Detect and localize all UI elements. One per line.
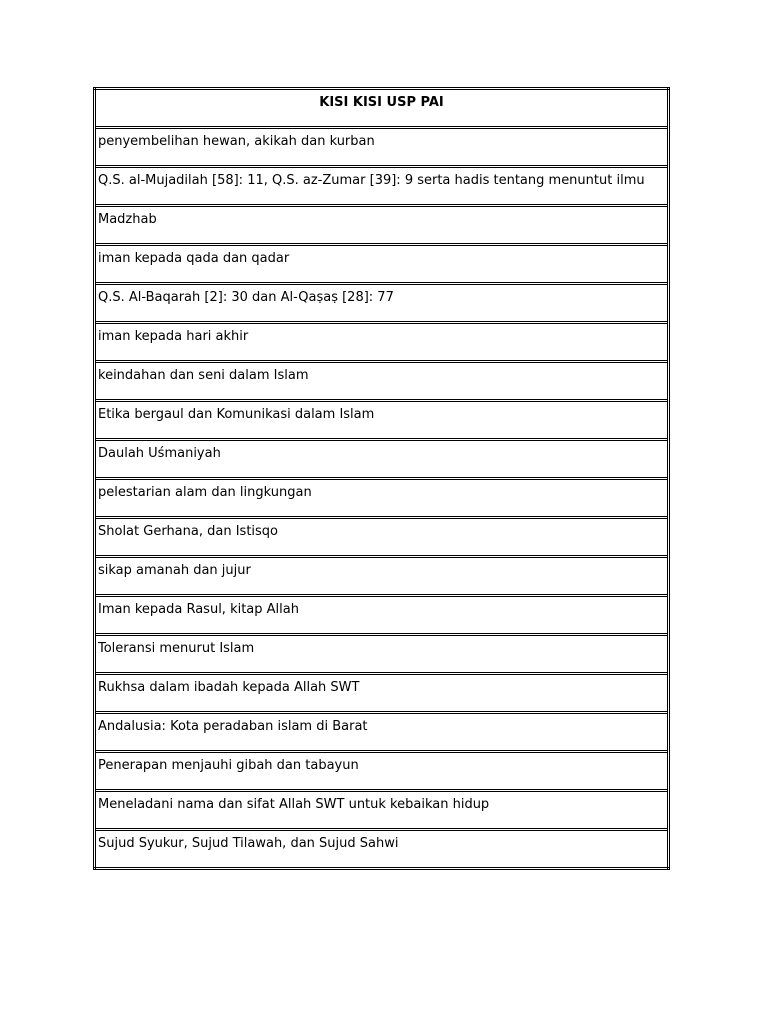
table-row [95,401,669,440]
table-row [95,596,669,635]
table-row [95,830,669,869]
table-row [95,362,669,401]
table-row [95,245,669,284]
table-cell: sikap amanah dan jujur [95,557,669,596]
table-cell: iman kepada hari akhir [95,323,669,362]
table-cell: Daulah Uśmaniyah [95,440,669,479]
table-cell: Andalusia: Kota peradaban islam di Barat [95,713,669,752]
table-row [95,518,669,557]
table-cell: Rukhsa dalam ibadah kepada Allah SWT [95,674,669,713]
table-title: KISI KISI USP PAI [95,89,669,128]
table-row [95,440,669,479]
table-cell: keindahan dan seni dalam Islam [95,362,669,401]
table-cell: Madzhab [95,206,669,245]
table-row [95,791,669,830]
table-row [95,479,669,518]
table-cell: Toleransi menurut Islam [95,635,669,674]
table-row [95,128,669,167]
table-row [95,674,669,713]
table-cell: Iman kepada Rasul, kitap Allah [95,596,669,635]
table-cell: Q.S. Al-Baqarah [2]: 30 dan Al-Qaṣaṣ [28]: 77 [95,284,669,323]
table-row [95,206,669,245]
kisi-kisi-table [93,87,670,870]
table-row [95,284,669,323]
table-cell: Meneladani nama dan sifat Allah SWT untuk kebaikan hidup [95,791,669,830]
table-cell: pelestarian alam dan lingkungan [95,479,669,518]
table-row [95,323,669,362]
table-row [95,167,669,206]
table-row [95,557,669,596]
table-cell: iman kepada qada dan qadar [95,245,669,284]
table-cell: Sholat Gerhana, dan Istisqo [95,518,669,557]
table-cell: Q.S. al-Mujadilah [58]: 11, Q.S. az-Zumar [39]: 9 serta hadis tentang menuntut ilmu [95,167,669,206]
table-row [95,752,669,791]
table-header-row [95,89,669,128]
table-cell: Sujud Syukur, Sujud Tilawah, dan Sujud Sahwi [95,830,669,869]
table-row [95,713,669,752]
table-cell: Penerapan menjauhi gibah dan tabayun [95,752,669,791]
table-cell: Etika bergaul dan Komunikasi dalam Islam [95,401,669,440]
table-row [95,635,669,674]
table-cell: penyembelihan hewan, akikah dan kurban [95,128,669,167]
